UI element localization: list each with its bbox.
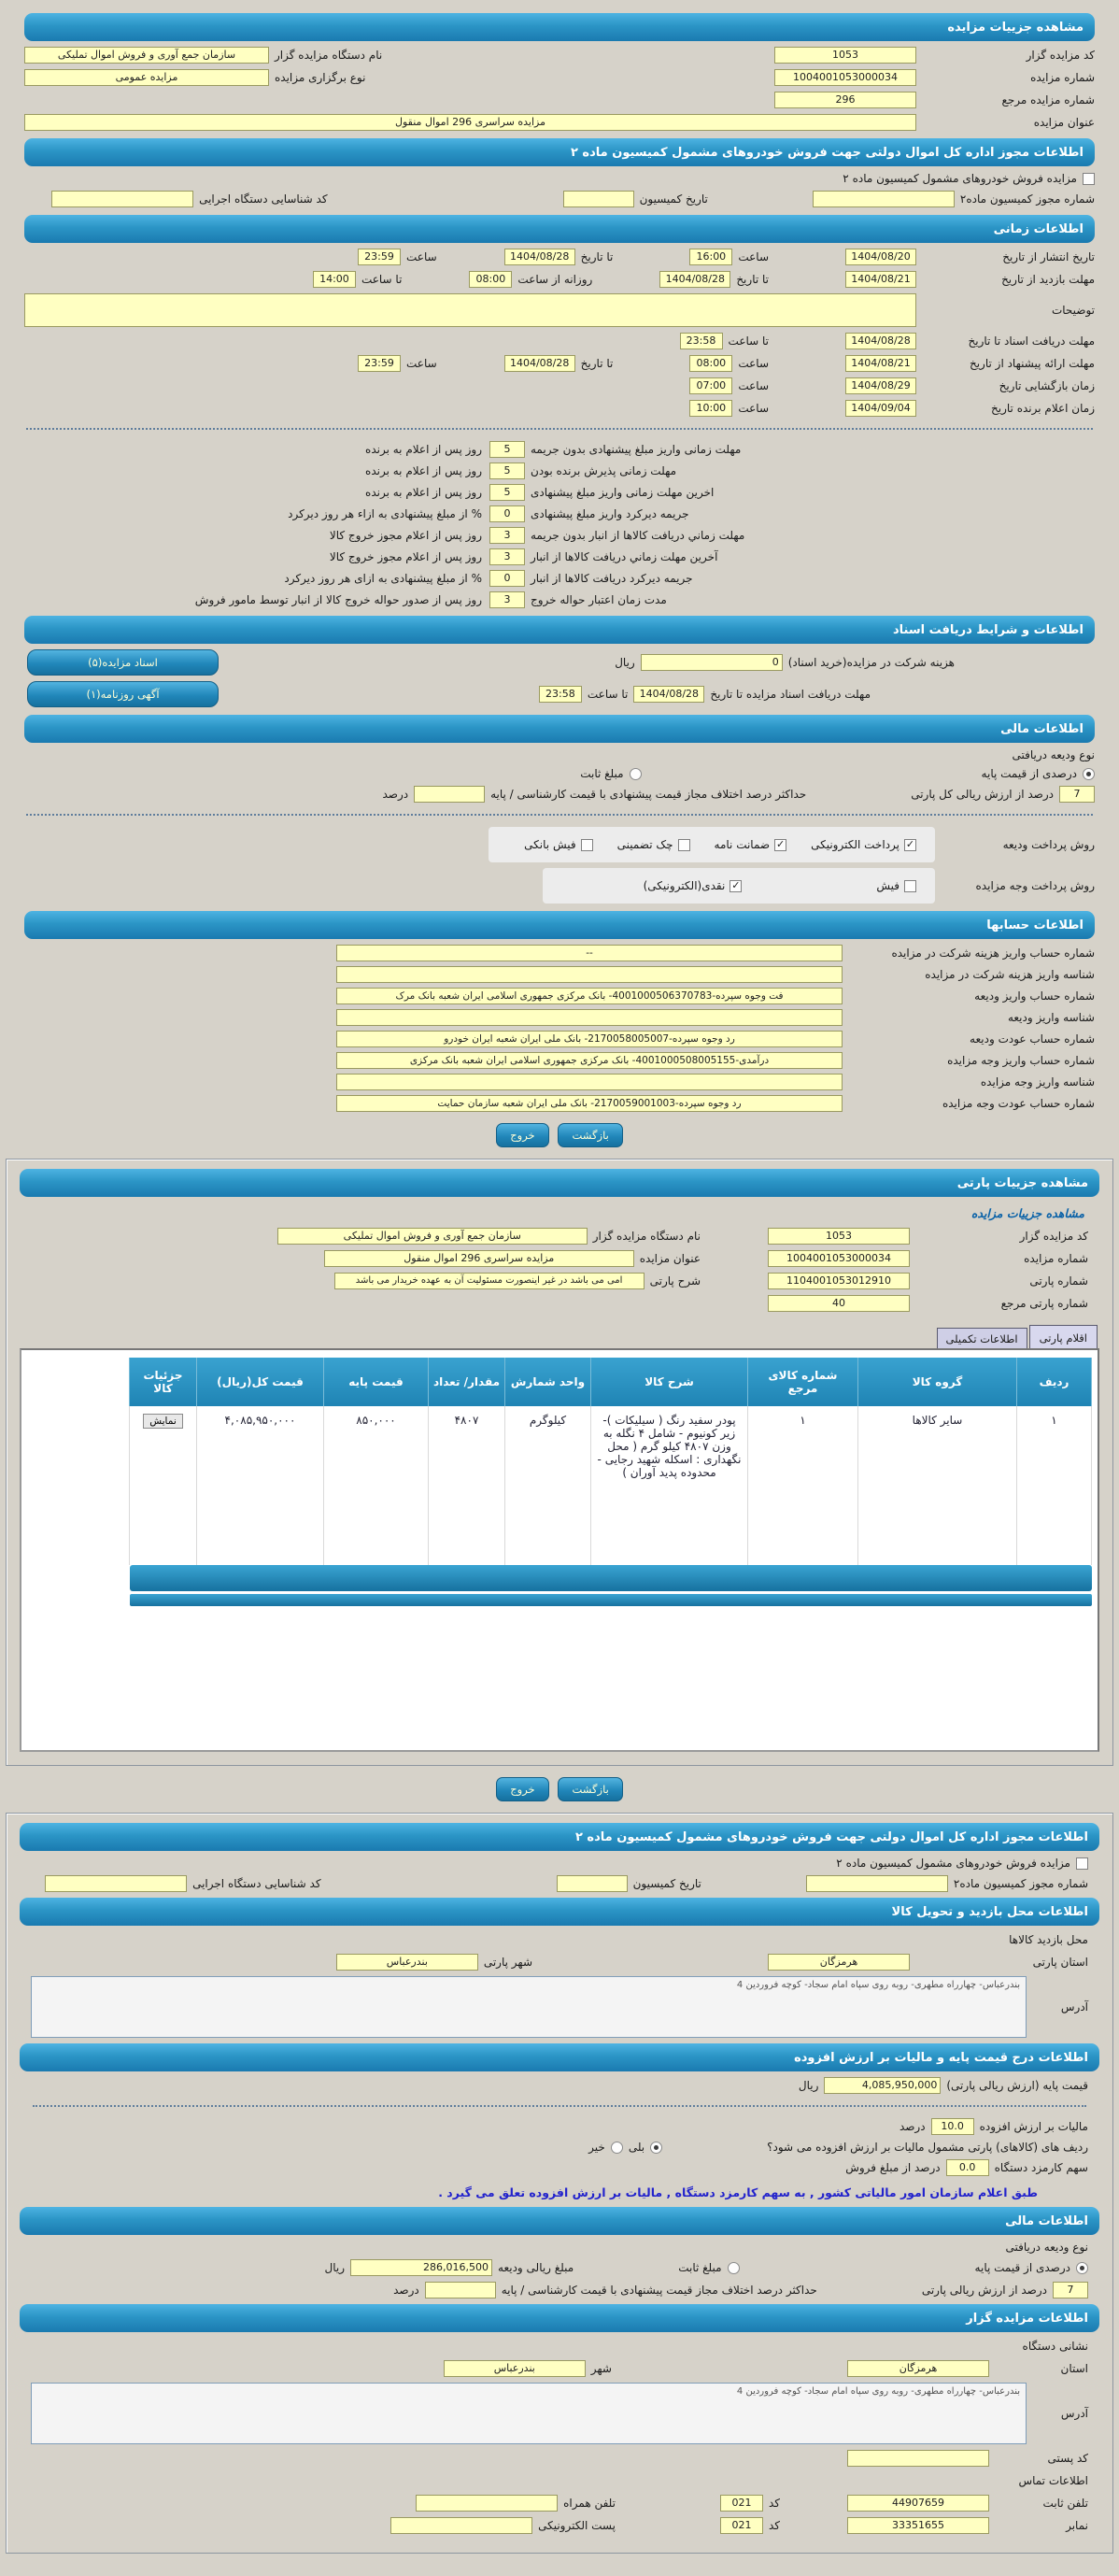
- auction-pay-method-label: روش پرداخت وجه مزایده: [975, 879, 1095, 892]
- cell-item-desc: پودر سفید رنگ ( سیلیکات )- زیر کونیوم - شامل ۴ نگله به وزن ۴۸۰۷ کیلو گرم ( محل نگهداری : اسکله شهید رجایی - محدوده پدید آوران ): [591, 1406, 748, 1565]
- deposit-type-label: نوع ودیعه دریافتی: [1005, 2241, 1088, 2254]
- auction-number-label: شماره مزایده: [1030, 71, 1095, 84]
- org-province-label: استان: [1060, 2362, 1088, 2375]
- participation-fee-input[interactable]: 0: [641, 654, 783, 671]
- deadline-input[interactable]: 0: [489, 505, 525, 522]
- party-auction-subtitle-link[interactable]: مشاهده جزییات مزایده: [970, 1206, 1084, 1220]
- auction-title-label: عنوان مزایده: [639, 1252, 701, 1265]
- divider: [33, 2105, 1086, 2107]
- base-price-input[interactable]: 4,085,950,000: [824, 2077, 941, 2094]
- visit-from-time[interactable]: 08:00: [469, 271, 512, 288]
- col-base-price: قیمت پایه: [324, 1358, 429, 1406]
- party-extra-frame: [6, 1813, 1113, 2554]
- org-city-input[interactable]: بندرعباس: [444, 2360, 586, 2377]
- auction-docs-button[interactable]: اسناد مزایده(۵): [27, 649, 219, 676]
- table-footer-bar: [130, 1565, 1092, 1591]
- offer-from-time[interactable]: 08:00: [689, 355, 732, 372]
- auction-pay-options: [543, 868, 935, 904]
- auction-number-input[interactable]: 1004001053000034: [774, 69, 916, 86]
- section-header-party: [20, 1169, 1099, 1197]
- account-row: [24, 1009, 1095, 1026]
- section-header-vat: [20, 2043, 1099, 2071]
- offer-to-date[interactable]: 1404/08/28: [504, 355, 575, 372]
- visit-daily-from-label: روزانه از ساعت: [517, 273, 593, 286]
- publish-to-hour-label: ساعت: [406, 250, 437, 263]
- deposit-amount-label: مبلغ ریالی ودیعه: [498, 2261, 574, 2274]
- postal-code-input[interactable]: [847, 2450, 989, 2467]
- col-row-number: ردیف: [1017, 1358, 1092, 1406]
- deadline-row: [0, 591, 1119, 608]
- deposit-percent-input[interactable]: 7: [1053, 2282, 1088, 2298]
- docs-receive-deadline-label: مهلت دریافت اسناد تا تاریخ: [968, 334, 1095, 348]
- max-diff-input[interactable]: [414, 786, 485, 803]
- divider: [26, 428, 1093, 430]
- commission-date-input[interactable]: [557, 1875, 628, 1892]
- cell-row-number: ۱: [1017, 1406, 1092, 1565]
- org-province-input[interactable]: هرمزگان: [847, 2360, 989, 2377]
- auction-ref-input[interactable]: 296: [774, 92, 916, 108]
- account-input[interactable]: --: [336, 945, 843, 961]
- account-input[interactable]: [336, 966, 843, 983]
- party-address-input[interactable]: بندرعباس- چهارراه مطهری- روبه روی سپاه امام سجاد- کوچه فروردین 4: [31, 1976, 1027, 2038]
- section-header-financial: [24, 715, 1095, 743]
- deadline-input[interactable]: 0: [489, 570, 525, 587]
- section-header-auction-details: [24, 13, 1095, 41]
- party-province-label: استان پارتی: [1032, 1956, 1088, 1969]
- party-city-label: شهر پارتی: [483, 1956, 532, 1969]
- section-title: اطلاعات مجوز اداره کل اموال دولتی جهت فروش خودروهای مشمول کمیسیون ماده ۲: [570, 145, 1084, 160]
- offer-to-date-label: تا تاریخ: [580, 357, 614, 370]
- mobile-input[interactable]: [416, 2495, 558, 2512]
- deadline-row: [0, 505, 1119, 522]
- deposit-percent-of-label: درصد از ارزش ریالی کل پارتی: [911, 788, 1054, 801]
- offer-label: مهلت ارائه پیشنهاد از تاریخ: [969, 357, 1095, 370]
- visit-to-date[interactable]: 1404/08/28: [659, 271, 730, 288]
- account-input[interactable]: [336, 1074, 843, 1090]
- pay-option: [715, 838, 787, 851]
- section-header-time: [24, 215, 1095, 243]
- deadline-label: مهلت زمانی واریز مبلغ پیشنهادی بدون جریمه: [531, 443, 742, 456]
- vat-percent-input[interactable]: 10.0: [931, 2118, 974, 2135]
- deposit-type-label: نوع ودیعه دریافتی: [1012, 748, 1095, 761]
- account-row: [24, 1095, 1095, 1112]
- section-title: اطلاعات درج قیمت پایه و مالیات بر ارزش افزوده: [794, 2050, 1088, 2065]
- vat-note: طبق اعلام سازمان امور مالیاتی کشور , به سهم کارمزد دستگاه , مالیات بر ارزش افزوده تعلق می گیرد .: [438, 2185, 1038, 2199]
- account-row: [24, 988, 1095, 1004]
- bank-slip-checkbox[interactable]: [581, 839, 593, 851]
- deadline-suffix: روز پس از اعلام به برنده: [365, 464, 482, 477]
- cash-electronic-checkbox[interactable]: [729, 880, 742, 892]
- cell-unit: کیلوگرم: [505, 1406, 591, 1565]
- deadline-label: مدت زمان اعتبار حواله خروج: [531, 593, 667, 606]
- deposit-percent-input[interactable]: 7: [1059, 786, 1095, 803]
- deadline-row: [0, 463, 1119, 479]
- org-name-input[interactable]: سازمان جمع آوری و فروش اموال تملیکی: [24, 47, 269, 64]
- deadline-suffix: % از مبلغ پیشنهادی به ازاء هر روز دیرکرد: [288, 507, 482, 520]
- deadline-label: جریمه دیرکرد واریز مبلغ پیشنهادی: [531, 507, 689, 520]
- deadline-label: مهلت زماني دریافت کالاها از انبار بدون جریمه: [531, 529, 745, 542]
- vat-no-label: خیر: [588, 2141, 605, 2154]
- winner-date[interactable]: 1404/09/04: [845, 400, 916, 417]
- certified-check-checkbox[interactable]: [678, 839, 690, 851]
- deposit-percent-radio[interactable]: [1076, 2262, 1088, 2274]
- publish-hour-label: ساعت: [738, 250, 769, 263]
- deposit-fixed-radio[interactable]: [630, 768, 642, 780]
- auction-ref-label: شماره مزایده مرجع: [1001, 93, 1095, 107]
- visit-place-head: محل بازدید کالاها: [1009, 1933, 1088, 1946]
- cell-item-details: [130, 1406, 197, 1565]
- auction-title-label: عنوان مزایده: [1033, 116, 1095, 129]
- account-row: [24, 1052, 1095, 1069]
- deadline-row: [0, 527, 1119, 544]
- electronic-pay-checkbox[interactable]: [904, 839, 916, 851]
- madde2-checkbox[interactable]: [1076, 1857, 1088, 1870]
- account-label: شماره حساب عودت وجه مزایده: [942, 1097, 1095, 1110]
- account-input[interactable]: رد وجوه سپرده-2170059001003- بانک ملی ایران شعبه سازمان حمایت: [336, 1095, 843, 1112]
- bank-slip-label: فیش بانکی: [524, 838, 576, 851]
- madde2-checkbox-label: مزایده فروش خودروهای مشمول کمیسیون ماده ۲: [843, 172, 1077, 185]
- org-fee-suffix: درصد از مبلغ فروش: [845, 2161, 941, 2174]
- deadline-input[interactable]: 3: [489, 527, 525, 544]
- max-diff-input[interactable]: [425, 2282, 496, 2298]
- deadline-row: [0, 441, 1119, 458]
- docs-receive-deadline-hour-label: تا ساعت: [728, 334, 769, 348]
- vat-question-label: ردیف های (کالاهای) پارتی مشمول مالیات بر ارزش افزوده می شود؟: [767, 2141, 1088, 2154]
- pay-option: [617, 838, 690, 851]
- deposit-percent-label: درصدی از قیمت پایه: [981, 767, 1077, 780]
- deadline-input[interactable]: 3: [489, 591, 525, 608]
- party-auction-title-input[interactable]: مزایده سراسری 296 اموال منقول: [324, 1250, 634, 1267]
- commission-date-label: تاریخ کمیسیون: [632, 1877, 701, 1890]
- auction-type-input[interactable]: مزایده عمومی: [24, 69, 269, 86]
- pay-option: [524, 838, 592, 851]
- offer-to-time[interactable]: 23:59: [358, 355, 401, 372]
- account-input[interactable]: درآمدی-4001000508005155- بانک مرکزی جمهوری اسلامی ایران شعبه بانک مرکزی: [336, 1052, 843, 1069]
- certified-check-label: چک تضمینی: [616, 838, 673, 851]
- rial-label: ریال: [324, 2261, 346, 2274]
- publish-to-time[interactable]: 23:59: [358, 249, 401, 265]
- opening-hour-label: ساعت: [738, 379, 769, 392]
- cell-item-group: سایر کالاها: [858, 1406, 1017, 1565]
- email-input[interactable]: [390, 2517, 532, 2534]
- divider: [26, 814, 1093, 816]
- party-number-input[interactable]: 1104001053012910: [768, 1273, 910, 1289]
- deadline-label: آخرین مهلت زماني دریافت کالاها از انبار: [531, 550, 718, 563]
- deadline-suffix: روز پس از اعلام مجوز خروج کالا: [329, 550, 482, 563]
- winner-label: زمان اعلام برنده تاریخ: [991, 402, 1095, 415]
- account-label: شماره حساب واریز ودیعه: [974, 989, 1095, 1003]
- slip-checkbox[interactable]: [904, 880, 916, 892]
- rial-label: ریال: [615, 656, 635, 669]
- party-ref-input[interactable]: 40: [768, 1295, 910, 1312]
- section-header-location: [20, 1898, 1099, 1926]
- offer-hour-label: ساعت: [738, 357, 769, 370]
- percent-word: درصد: [382, 788, 409, 801]
- account-input[interactable]: فت وجوه سپرده-4001000506370783- بانک مرکزی جمهوری اسلامی ایران شعبه بانک مرک: [336, 988, 843, 1004]
- publish-from-date[interactable]: 1404/08/20: [845, 249, 916, 265]
- docs-deadline-hour-label: تا ساعت: [587, 688, 629, 701]
- max-diff-label: حداکثر درصد اختلاف مجاز قیمت پیشنهادی با قیمت کارشناسی / پایه: [501, 2284, 817, 2297]
- item-details-button[interactable]: نمایش: [143, 1414, 183, 1429]
- party-items-table: [129, 1358, 1092, 1565]
- section-header-docs: [24, 616, 1095, 644]
- section-header-org: [20, 2304, 1099, 2332]
- winner-time[interactable]: 10:00: [689, 400, 732, 417]
- phone-code-input[interactable]: 021: [720, 2495, 763, 2512]
- table-pager-bar[interactable]: [130, 1594, 1092, 1606]
- docs-receive-deadline-date[interactable]: 1404/08/28: [845, 333, 916, 349]
- col-item-details: جزئیات کالا: [130, 1358, 197, 1406]
- org-address-label: آدرس: [1060, 2407, 1088, 2420]
- madde2-checkbox[interactable]: [1083, 173, 1095, 185]
- table-header-row: [130, 1358, 1092, 1406]
- account-label: شماره حساب عودت ودیعه: [970, 1032, 1095, 1046]
- visit-to-date-label: تا تاریخ: [736, 273, 769, 286]
- col-total-price: قیمت کل(ریال): [197, 1358, 324, 1406]
- deadline-input[interactable]: 5: [489, 484, 525, 501]
- deadline-row: [0, 570, 1119, 587]
- madde2-checkbox-label: مزایده فروش خودروهای مشمول کمیسیون ماده ۲: [836, 1857, 1070, 1870]
- account-label: شناسه واریز ودیعه: [1007, 1011, 1095, 1024]
- rial-label: ریال: [798, 2079, 819, 2092]
- section-title: اطلاعات مزایده گزار: [966, 2311, 1088, 2326]
- visit-from-date[interactable]: 1404/08/21: [845, 271, 916, 288]
- section-title: مشاهده جزییات مزایده: [947, 20, 1084, 35]
- electronic-pay-label: پرداخت الکترونیکی: [811, 838, 899, 851]
- permit-number-input[interactable]: [806, 1875, 948, 1892]
- org-fee-label: سهم کارمزد دستگاه: [994, 2161, 1088, 2174]
- party-items-panel: [20, 1348, 1099, 1752]
- org-name-label: نام دستگاه مزایده گزار: [592, 1230, 701, 1243]
- section-title: اطلاعات مالی: [1000, 721, 1084, 736]
- opening-label: زمان بازگشایی تاریخ: [999, 379, 1095, 392]
- guarantee-label: ضمانت نامه: [714, 838, 771, 851]
- commission-date-label: تاریخ کمیسیون: [639, 192, 708, 206]
- party-address-label: آدرس: [1060, 2000, 1088, 2014]
- vat-yes-radio[interactable]: [650, 2142, 662, 2154]
- col-item-group: گروه کالا: [858, 1358, 1017, 1406]
- account-row: [24, 1074, 1095, 1090]
- opening-time[interactable]: 07:00: [689, 377, 732, 394]
- fax-code-label: کد: [768, 2519, 780, 2532]
- publish-to-date[interactable]: 1404/08/28: [504, 249, 575, 265]
- phone-code-label: کد: [768, 2497, 780, 2510]
- exit-button[interactable]: خروج: [496, 1123, 548, 1147]
- docs-deadline-date[interactable]: 1404/08/28: [633, 686, 704, 703]
- deadline-suffix: روز پس از اعلام به برنده: [365, 486, 482, 499]
- section-title: اطلاعات زمانی: [993, 221, 1084, 236]
- docs-receive-deadline-time[interactable]: 23:58: [680, 333, 723, 349]
- slip-label: فیش: [876, 879, 899, 892]
- notes-label: توضیحات: [1051, 304, 1095, 317]
- party-details-frame: [6, 1159, 1113, 1766]
- deadline-input[interactable]: 5: [489, 463, 525, 479]
- base-price-label: قیمت پایه (ارزش ریالی پارتی): [946, 2079, 1088, 2092]
- mobile-label: تلفن همراه: [563, 2497, 616, 2510]
- deposit-pay-options: [489, 827, 935, 862]
- offer-from-date[interactable]: 1404/08/21: [845, 355, 916, 372]
- notes-input[interactable]: [24, 293, 916, 327]
- deposit-percent-of-label: درصد از ارزش ریالی پارتی: [921, 2284, 1047, 2297]
- winner-hour-label: ساعت: [738, 402, 769, 415]
- auctioneer-code-label: کد مزایده گزار: [1019, 1230, 1088, 1243]
- contact-head: اطلاعات تماس: [1018, 2474, 1088, 2487]
- deadline-suffix: روز پس از اعلام به برنده: [365, 443, 482, 456]
- cell-item-ref: ۱: [748, 1406, 858, 1565]
- exit-button[interactable]: خروج: [496, 1777, 548, 1801]
- deposit-fixed-label: مبلغ ثابت: [580, 767, 624, 780]
- section-header-accounts: [24, 911, 1095, 939]
- button-row: [0, 1123, 1119, 1147]
- docs-deadline-label: مهلت دریافت اسناد مزایده تا تاریخ: [710, 688, 871, 701]
- table-row: [130, 1406, 1092, 1565]
- section-title: اطلاعات مجوز اداره کل اموال دولتی جهت فروش خودروهای مشمول کمیسیون ماده ۲: [574, 1829, 1088, 1844]
- party-city-input[interactable]: بندرعباس: [336, 1954, 478, 1971]
- org-name-label: نام دستگاه مزایده گزار: [275, 49, 383, 62]
- guarantee-checkbox[interactable]: [774, 839, 786, 851]
- auction-title-input[interactable]: مزایده سراسری 296 اموال منقول: [24, 114, 916, 131]
- pay-option: [644, 879, 743, 892]
- account-label: شناسه واریز وجه مزایده: [980, 1075, 1095, 1089]
- deadline-input[interactable]: 5: [489, 441, 525, 458]
- exec-id-input[interactable]: [45, 1875, 187, 1892]
- exec-id-input[interactable]: [51, 191, 193, 207]
- deposit-fixed-label: مبلغ ثابت: [678, 2261, 722, 2274]
- account-label: شناسه واریز هزینه شرکت در مزایده: [925, 968, 1095, 981]
- deposit-percent-label: درصدی از قیمت پایه: [974, 2261, 1070, 2274]
- account-label: شماره حساب واریز وجه مزایده: [947, 1054, 1095, 1067]
- party-desc-label: شرح پارتی: [649, 1274, 701, 1288]
- email-label: پست الکترونیکی: [538, 2519, 616, 2532]
- button-row: [0, 1777, 1119, 1801]
- section-header-permit-2: [20, 1823, 1099, 1851]
- percent-word: درصد: [899, 2120, 926, 2133]
- col-unit: واحد شمارش: [505, 1358, 591, 1406]
- deposit-pay-method-label: روش پرداخت ودیعه: [1002, 838, 1095, 851]
- section-header-financial-2: [20, 2207, 1099, 2235]
- back-button[interactable]: بازگشت: [558, 1123, 622, 1147]
- deadline-suffix: روز پس از اعلام مجوز خروج کالا: [329, 529, 482, 542]
- fax-label: نمابر: [1066, 2519, 1088, 2532]
- pay-option: [811, 838, 916, 851]
- section-title: اطلاعات و شرایط دریافت اسناد: [892, 622, 1084, 637]
- deposit-fixed-radio[interactable]: [728, 2262, 740, 2274]
- visit-to-time[interactable]: 14:00: [313, 271, 356, 288]
- party-ref-label: شماره پارتی مرجع: [1000, 1297, 1088, 1310]
- deadline-label: جریمه دیرکرد دریافت کالاها از انبار: [531, 572, 693, 585]
- account-label: شماره حساب واریز هزینه شرکت در مزایده: [891, 946, 1095, 960]
- deposit-amount-input[interactable]: 286,016,500: [350, 2259, 492, 2276]
- participation-fee-label: هزینه شرکت در مزایده(خرید اسناد): [787, 656, 955, 669]
- deadline-row: [0, 548, 1119, 565]
- exec-id-label: کد شناسایی دستگاه اجرایی: [192, 1877, 321, 1890]
- account-input[interactable]: [336, 1009, 843, 1026]
- col-item-desc: شرح کالا: [591, 1358, 748, 1406]
- permit-number-label: شماره مجوز کمیسیون ماده۲: [959, 192, 1095, 206]
- percent-word: درصد: [393, 2284, 419, 2297]
- col-quantity: مقدار/ تعداد: [429, 1358, 505, 1406]
- vat-no-radio[interactable]: [611, 2142, 623, 2154]
- org-fee-input[interactable]: 0.0: [946, 2159, 989, 2176]
- tab-party-items[interactable]: اقلام پارتی: [1029, 1325, 1098, 1348]
- vat-percent-label: مالیات بر ارزش افزوده: [979, 2120, 1088, 2133]
- deadline-suffix: روز پس از صدور حواله خروج کالا از انبار توسط مامور فروش: [194, 593, 482, 606]
- publish-from-time[interactable]: 16:00: [689, 249, 732, 265]
- party-number-label: شماره پارتی: [1029, 1274, 1088, 1288]
- account-row: [24, 945, 1095, 961]
- publish-date-label: تاریخ انتشار از تاریخ: [1002, 250, 1095, 263]
- visit-to-hour-label: تا ساعت: [361, 273, 403, 286]
- account-row: [24, 966, 1095, 983]
- auction-number-label: شماره مزایده: [1024, 1252, 1088, 1265]
- party-org-name-input[interactable]: سازمان جمع آوری و فروش اموال تملیکی: [277, 1228, 588, 1245]
- section-header-permit: [24, 138, 1095, 166]
- party-tabs: [20, 1325, 1099, 1348]
- newspaper-ad-button[interactable]: آگهی روزنامه(۱): [27, 681, 219, 707]
- docs-deadline-time[interactable]: 23:58: [539, 686, 582, 703]
- deadline-suffix: % از مبلغ پیشنهادی به ازای هر روز دیرکرد: [284, 572, 482, 585]
- postal-code-label: کد پستی: [1047, 2452, 1088, 2465]
- org-address-input[interactable]: بندرعباس- چهارراه مطهری- روبه روی سپاه امام سجاد- کوچه فروردین 4: [31, 2383, 1027, 2444]
- publish-to-date-label: تا تاریخ: [580, 250, 614, 263]
- cash-electronic-label: نقدی(الکترونیکی): [643, 879, 726, 892]
- cell-base-price: ۸۵۰,۰۰۰: [324, 1406, 429, 1565]
- auctioneer-code-input[interactable]: 1053: [774, 47, 916, 64]
- back-button[interactable]: بازگشت: [558, 1777, 622, 1801]
- phone-label: تلفن ثابت: [1042, 2497, 1088, 2510]
- deposit-percent-radio[interactable]: [1083, 768, 1095, 780]
- exec-id-label: کد شناسایی دستگاه اجرایی: [199, 192, 328, 206]
- pay-option: [876, 879, 916, 892]
- account-input[interactable]: رد وجوه سپرده-2170058005007- بانک ملی ایران شعبه ایران خودرو: [336, 1031, 843, 1047]
- fax-input[interactable]: 33351655: [847, 2517, 989, 2534]
- deadline-input[interactable]: 3: [489, 548, 525, 565]
- permit-number-label: شماره مجوز کمیسیون ماده۲: [953, 1877, 1088, 1890]
- auctioneer-code-label: کد مزایده گزار: [1026, 49, 1095, 62]
- section-title: اطلاعات حسابها: [986, 918, 1084, 932]
- deadline-row: [0, 484, 1119, 501]
- deadline-label: اخرین مهلت زمانی واریز مبلغ پیشنهادی: [531, 486, 715, 499]
- org-city-label: شهر: [590, 2362, 612, 2375]
- party-province-input[interactable]: هرمزگان: [768, 1954, 910, 1971]
- cell-quantity: ۴۸۰۷: [429, 1406, 505, 1565]
- party-auction-number-input[interactable]: 1004001053000034: [768, 1250, 910, 1267]
- section-title: اطلاعات محل بازدید و تحویل کالا: [891, 1904, 1088, 1919]
- account-row: [24, 1031, 1095, 1047]
- opening-date[interactable]: 1404/08/29: [845, 377, 916, 394]
- fax-code-input[interactable]: 021: [720, 2517, 763, 2534]
- cell-total-price: ۴,۰۸۵,۹۵۰,۰۰۰: [197, 1406, 324, 1565]
- max-diff-label: حداکثر درصد اختلاف مجاز قیمت پیشنهادی با قیمت کارشناسی / پایه: [490, 788, 807, 801]
- section-title: مشاهده جزییات پارتی: [956, 1175, 1088, 1190]
- auction-type-label: نوع برگزاری مزایده: [275, 71, 366, 84]
- party-auctioneer-code-input[interactable]: 1053: [768, 1228, 910, 1245]
- permit-number-input[interactable]: [813, 191, 955, 207]
- deadline-label: مهلت زمانی پذیرش برنده بودن: [531, 464, 677, 477]
- phone-input[interactable]: 44907659: [847, 2495, 989, 2512]
- offer-to-hour-label: ساعت: [406, 357, 437, 370]
- col-item-ref: شماره کالای مرجع: [748, 1358, 858, 1406]
- party-desc-input[interactable]: امی می باشد در غیر اینصورت مسئولیت آن به عهده خریدار می باشد: [334, 1273, 644, 1289]
- commission-date-input[interactable]: [563, 191, 634, 207]
- vat-yes-label: بلی: [628, 2141, 645, 2154]
- org-address-head: نشانی دستگاه: [1022, 2340, 1088, 2353]
- section-title: اطلاعات مالی: [1005, 2213, 1088, 2228]
- tab-extra-info[interactable]: اطلاعات تکمیلی: [937, 1328, 1027, 1348]
- visit-date-label: مهلت بازدید از تاریخ: [1001, 273, 1095, 286]
